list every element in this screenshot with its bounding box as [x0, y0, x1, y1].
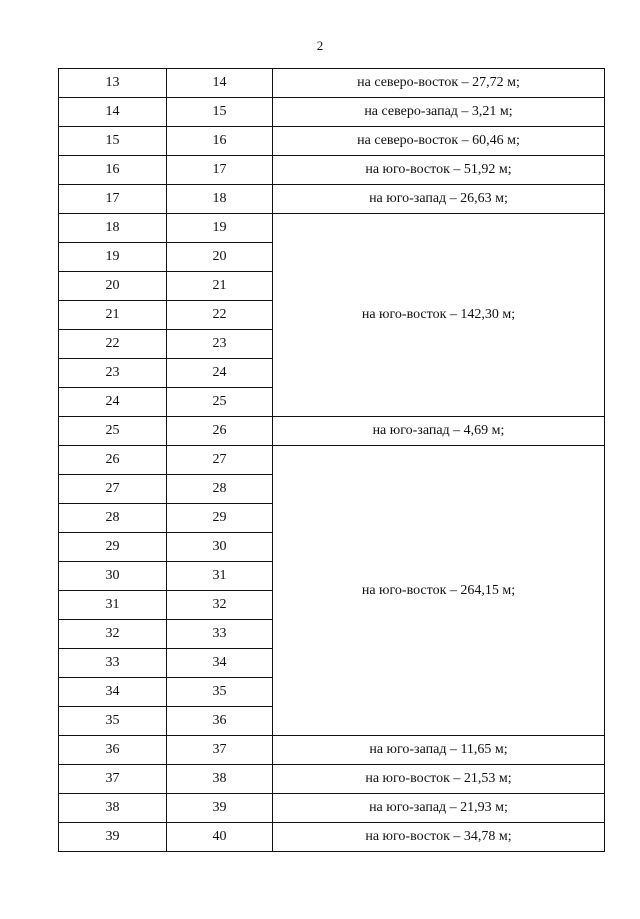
point-to-cell: 28: [167, 475, 273, 504]
table-row: [59, 214, 605, 243]
point-from-cell: 30: [59, 562, 167, 591]
point-from-cell: 13: [59, 69, 167, 98]
point-from-cell: 20: [59, 272, 167, 301]
point-to-cell: 19: [167, 214, 273, 243]
point-from-cell: 35: [59, 707, 167, 736]
point-from-cell: 26: [59, 446, 167, 475]
point-to-cell: 17: [167, 156, 273, 185]
point-to-cell: 27: [167, 446, 273, 475]
point-to-cell: 39: [167, 794, 273, 823]
point-to-cell: 33: [167, 620, 273, 649]
direction-distance-cell: на юго-восток – 142,30 м;: [273, 214, 605, 417]
direction-distance-cell: на юго-восток – 34,78 м;: [273, 823, 605, 852]
point-from-cell: 28: [59, 504, 167, 533]
boundary-table-body: [59, 69, 605, 852]
direction-distance-cell: на юго-запад – 4,69 м;: [273, 417, 605, 446]
point-from-cell: 31: [59, 591, 167, 620]
point-to-cell: 40: [167, 823, 273, 852]
point-to-cell: 23: [167, 330, 273, 359]
table-row: [59, 98, 605, 127]
table-row: [59, 417, 605, 446]
table-row: [59, 736, 605, 765]
point-from-cell: 14: [59, 98, 167, 127]
table-row: [59, 185, 605, 214]
table-row: [59, 69, 605, 98]
point-to-cell: 29: [167, 504, 273, 533]
point-to-cell: 16: [167, 127, 273, 156]
table-row: [59, 446, 605, 475]
point-from-cell: 36: [59, 736, 167, 765]
point-from-cell: 25: [59, 417, 167, 446]
point-from-cell: 29: [59, 533, 167, 562]
point-from-cell: 19: [59, 243, 167, 272]
point-to-cell: 30: [167, 533, 273, 562]
point-from-cell: 37: [59, 765, 167, 794]
point-to-cell: 25: [167, 388, 273, 417]
direction-distance-cell: на юго-восток – 21,53 м;: [273, 765, 605, 794]
point-from-cell: 39: [59, 823, 167, 852]
point-to-cell: 32: [167, 591, 273, 620]
point-to-cell: 31: [167, 562, 273, 591]
point-to-cell: 34: [167, 649, 273, 678]
direction-distance-cell: на юго-запад – 26,63 м;: [273, 185, 605, 214]
table-row: [59, 765, 605, 794]
table-row: [59, 156, 605, 185]
point-to-cell: 14: [167, 69, 273, 98]
point-from-cell: 27: [59, 475, 167, 504]
point-from-cell: 33: [59, 649, 167, 678]
direction-distance-cell: на юго-восток – 264,15 м;: [273, 446, 605, 736]
point-to-cell: 24: [167, 359, 273, 388]
point-to-cell: 38: [167, 765, 273, 794]
point-from-cell: 17: [59, 185, 167, 214]
direction-distance-cell: на юго-запад – 11,65 м;: [273, 736, 605, 765]
point-to-cell: 37: [167, 736, 273, 765]
point-to-cell: 15: [167, 98, 273, 127]
point-from-cell: 16: [59, 156, 167, 185]
direction-distance-cell: на северо-восток – 60,46 м;: [273, 127, 605, 156]
point-to-cell: 35: [167, 678, 273, 707]
direction-distance-cell: на юго-запад – 21,93 м;: [273, 794, 605, 823]
point-from-cell: 22: [59, 330, 167, 359]
point-from-cell: 32: [59, 620, 167, 649]
point-to-cell: 22: [167, 301, 273, 330]
point-from-cell: 23: [59, 359, 167, 388]
point-from-cell: 34: [59, 678, 167, 707]
direction-distance-cell: на северо-восток – 27,72 м;: [273, 69, 605, 98]
point-to-cell: 36: [167, 707, 273, 736]
direction-distance-cell: на северо-запад – 3,21 м;: [273, 98, 605, 127]
table-row: [59, 794, 605, 823]
table-row: [59, 823, 605, 852]
point-from-cell: 21: [59, 301, 167, 330]
point-from-cell: 15: [59, 127, 167, 156]
point-to-cell: 20: [167, 243, 273, 272]
table-row: [59, 127, 605, 156]
point-to-cell: 26: [167, 417, 273, 446]
point-to-cell: 18: [167, 185, 273, 214]
point-from-cell: 38: [59, 794, 167, 823]
point-from-cell: 18: [59, 214, 167, 243]
boundary-table: [58, 68, 605, 852]
direction-distance-cell: на юго-восток – 51,92 м;: [273, 156, 605, 185]
point-from-cell: 24: [59, 388, 167, 417]
point-to-cell: 21: [167, 272, 273, 301]
page-number: 2: [316, 38, 324, 53]
